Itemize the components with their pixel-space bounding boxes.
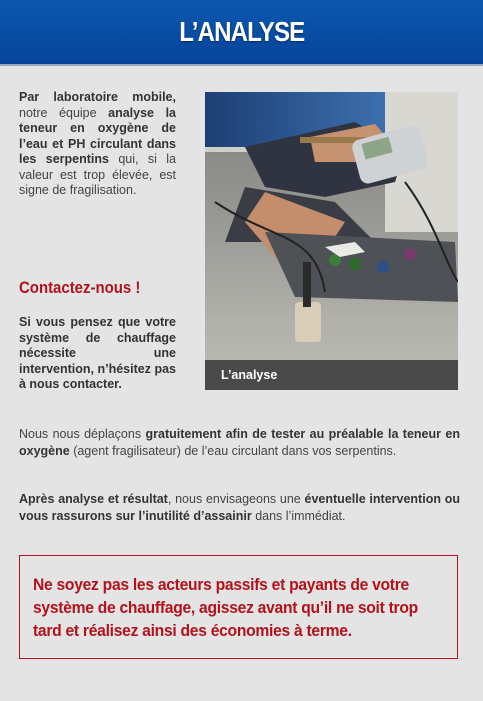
intro-segment: Par laboratoire mobile, xyxy=(19,90,176,104)
paragraph-segment: , nous envisageons une xyxy=(167,492,305,506)
paragraph-segment: dans l’immédiat. xyxy=(251,508,346,523)
intro-segment: qui, si la valeur est trop élevée, est signe de fragilisation. xyxy=(19,152,176,197)
intro-segment: analyse la teneur en oxygène de l’eau et PH circulant dans les serpentins xyxy=(19,105,176,166)
paragraph-segment: Après analyse et résultat xyxy=(19,492,168,506)
photo-caption: L’analyse xyxy=(205,360,458,390)
page-title: L’ANALYSE xyxy=(178,16,305,47)
paragraph-segment: éventuelle intervention ou vous rassurons sur l’inutilité d’assainir xyxy=(19,492,460,523)
intro-segment: notre équipe xyxy=(19,105,109,120)
contact-heading: Contactez-nous ! xyxy=(19,278,141,297)
contact-text: Si vous pensez que votre système de chauffage nécessite une intervention, n’hésitez pas à nous contacter. xyxy=(19,315,176,391)
intro-text xyxy=(19,90,176,199)
paragraph-segment: Nous nous déplaçons xyxy=(19,427,146,441)
paragraph-segment: gratuitement afin de tester au préalable la teneur en oxygène xyxy=(19,427,460,458)
page-header xyxy=(0,0,483,66)
paragraph-result xyxy=(19,491,460,524)
callout-box xyxy=(19,555,458,659)
callout-text: Ne soyez pas les acteurs passifs et payants de votre système de chauffage, agissez avant qu’il ne soit trop tard et réalisez ainsi des économies à terme. xyxy=(33,575,418,640)
paragraph-segment: (agent fragilisateur) de l’eau circulant dans vos serpentins. xyxy=(69,443,397,458)
analysis-photo xyxy=(205,92,458,390)
analysis-photo-image xyxy=(205,92,458,360)
paragraph-visit xyxy=(19,426,460,459)
